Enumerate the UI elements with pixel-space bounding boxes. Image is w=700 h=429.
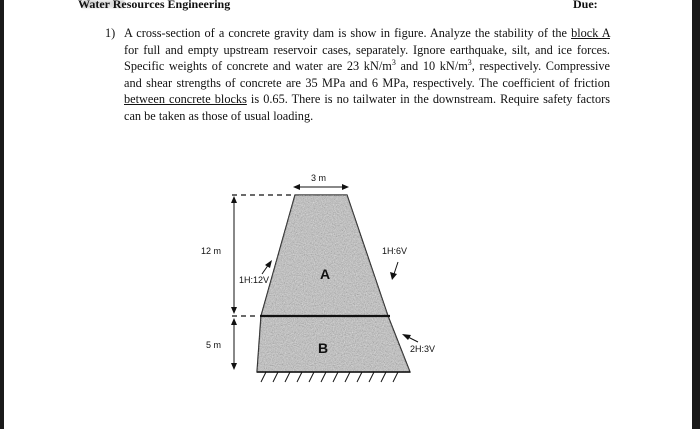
upper-height-label: 12 m — [201, 246, 222, 256]
block-a-label: A — [320, 266, 331, 282]
exponent-2: 3 — [467, 58, 472, 68]
top-width-label: 3 m — [311, 173, 327, 183]
course-title: Water Resources Engineering — [78, 0, 231, 11]
top-width-dimension — [293, 184, 349, 190]
problem-number: 1) — [105, 26, 116, 40]
problem-text-4: , respectively. Compressive and shear strengths of concrete are 35 MPa and 6 MPa, respectively. The coefficient of friction — [124, 59, 611, 90]
foundation-hatch — [261, 372, 398, 382]
block-b-label: B — [318, 340, 329, 356]
problem-text-2: for full and empty upstream reservoir cases, separately. Ignore earthquake, silt, and ice forces. Specific weights of concrete and water are 23 kN/m — [124, 42, 610, 74]
between-blocks-underlined: between concrete blocks — [124, 92, 247, 107]
downstream-lower-slope-label: 2H:3V — [410, 344, 436, 354]
problem-text-1: A cross-section of a concrete gravity dam is show in figure. Analyze the stability of the — [124, 26, 572, 40]
downstream-upper-slope-label: 1H:6V — [382, 246, 408, 256]
downstream-lower-slope-arrow — [402, 334, 418, 342]
block-a-underlined: block A — [571, 26, 610, 40]
exponent-1: 3 — [391, 58, 396, 68]
lower-height-label: 5 m — [206, 340, 222, 350]
upstream-slope-label: 1H:12V — [239, 275, 270, 285]
upstream-slope-arrow — [262, 260, 272, 274]
problem-text-5: is 0.65. There is no tailwater in the downstream. Require safety factors can be taken as those of usual loading. — [124, 92, 610, 123]
downstream-upper-slope-arrow — [390, 262, 398, 280]
due-label: Due: — [573, 0, 598, 11]
concrete-texture — [257, 195, 410, 372]
lower-height-dimension — [231, 318, 237, 370]
upper-height-dimension — [231, 196, 237, 314]
problem-text-3: and 10 kN/m — [395, 59, 468, 74]
